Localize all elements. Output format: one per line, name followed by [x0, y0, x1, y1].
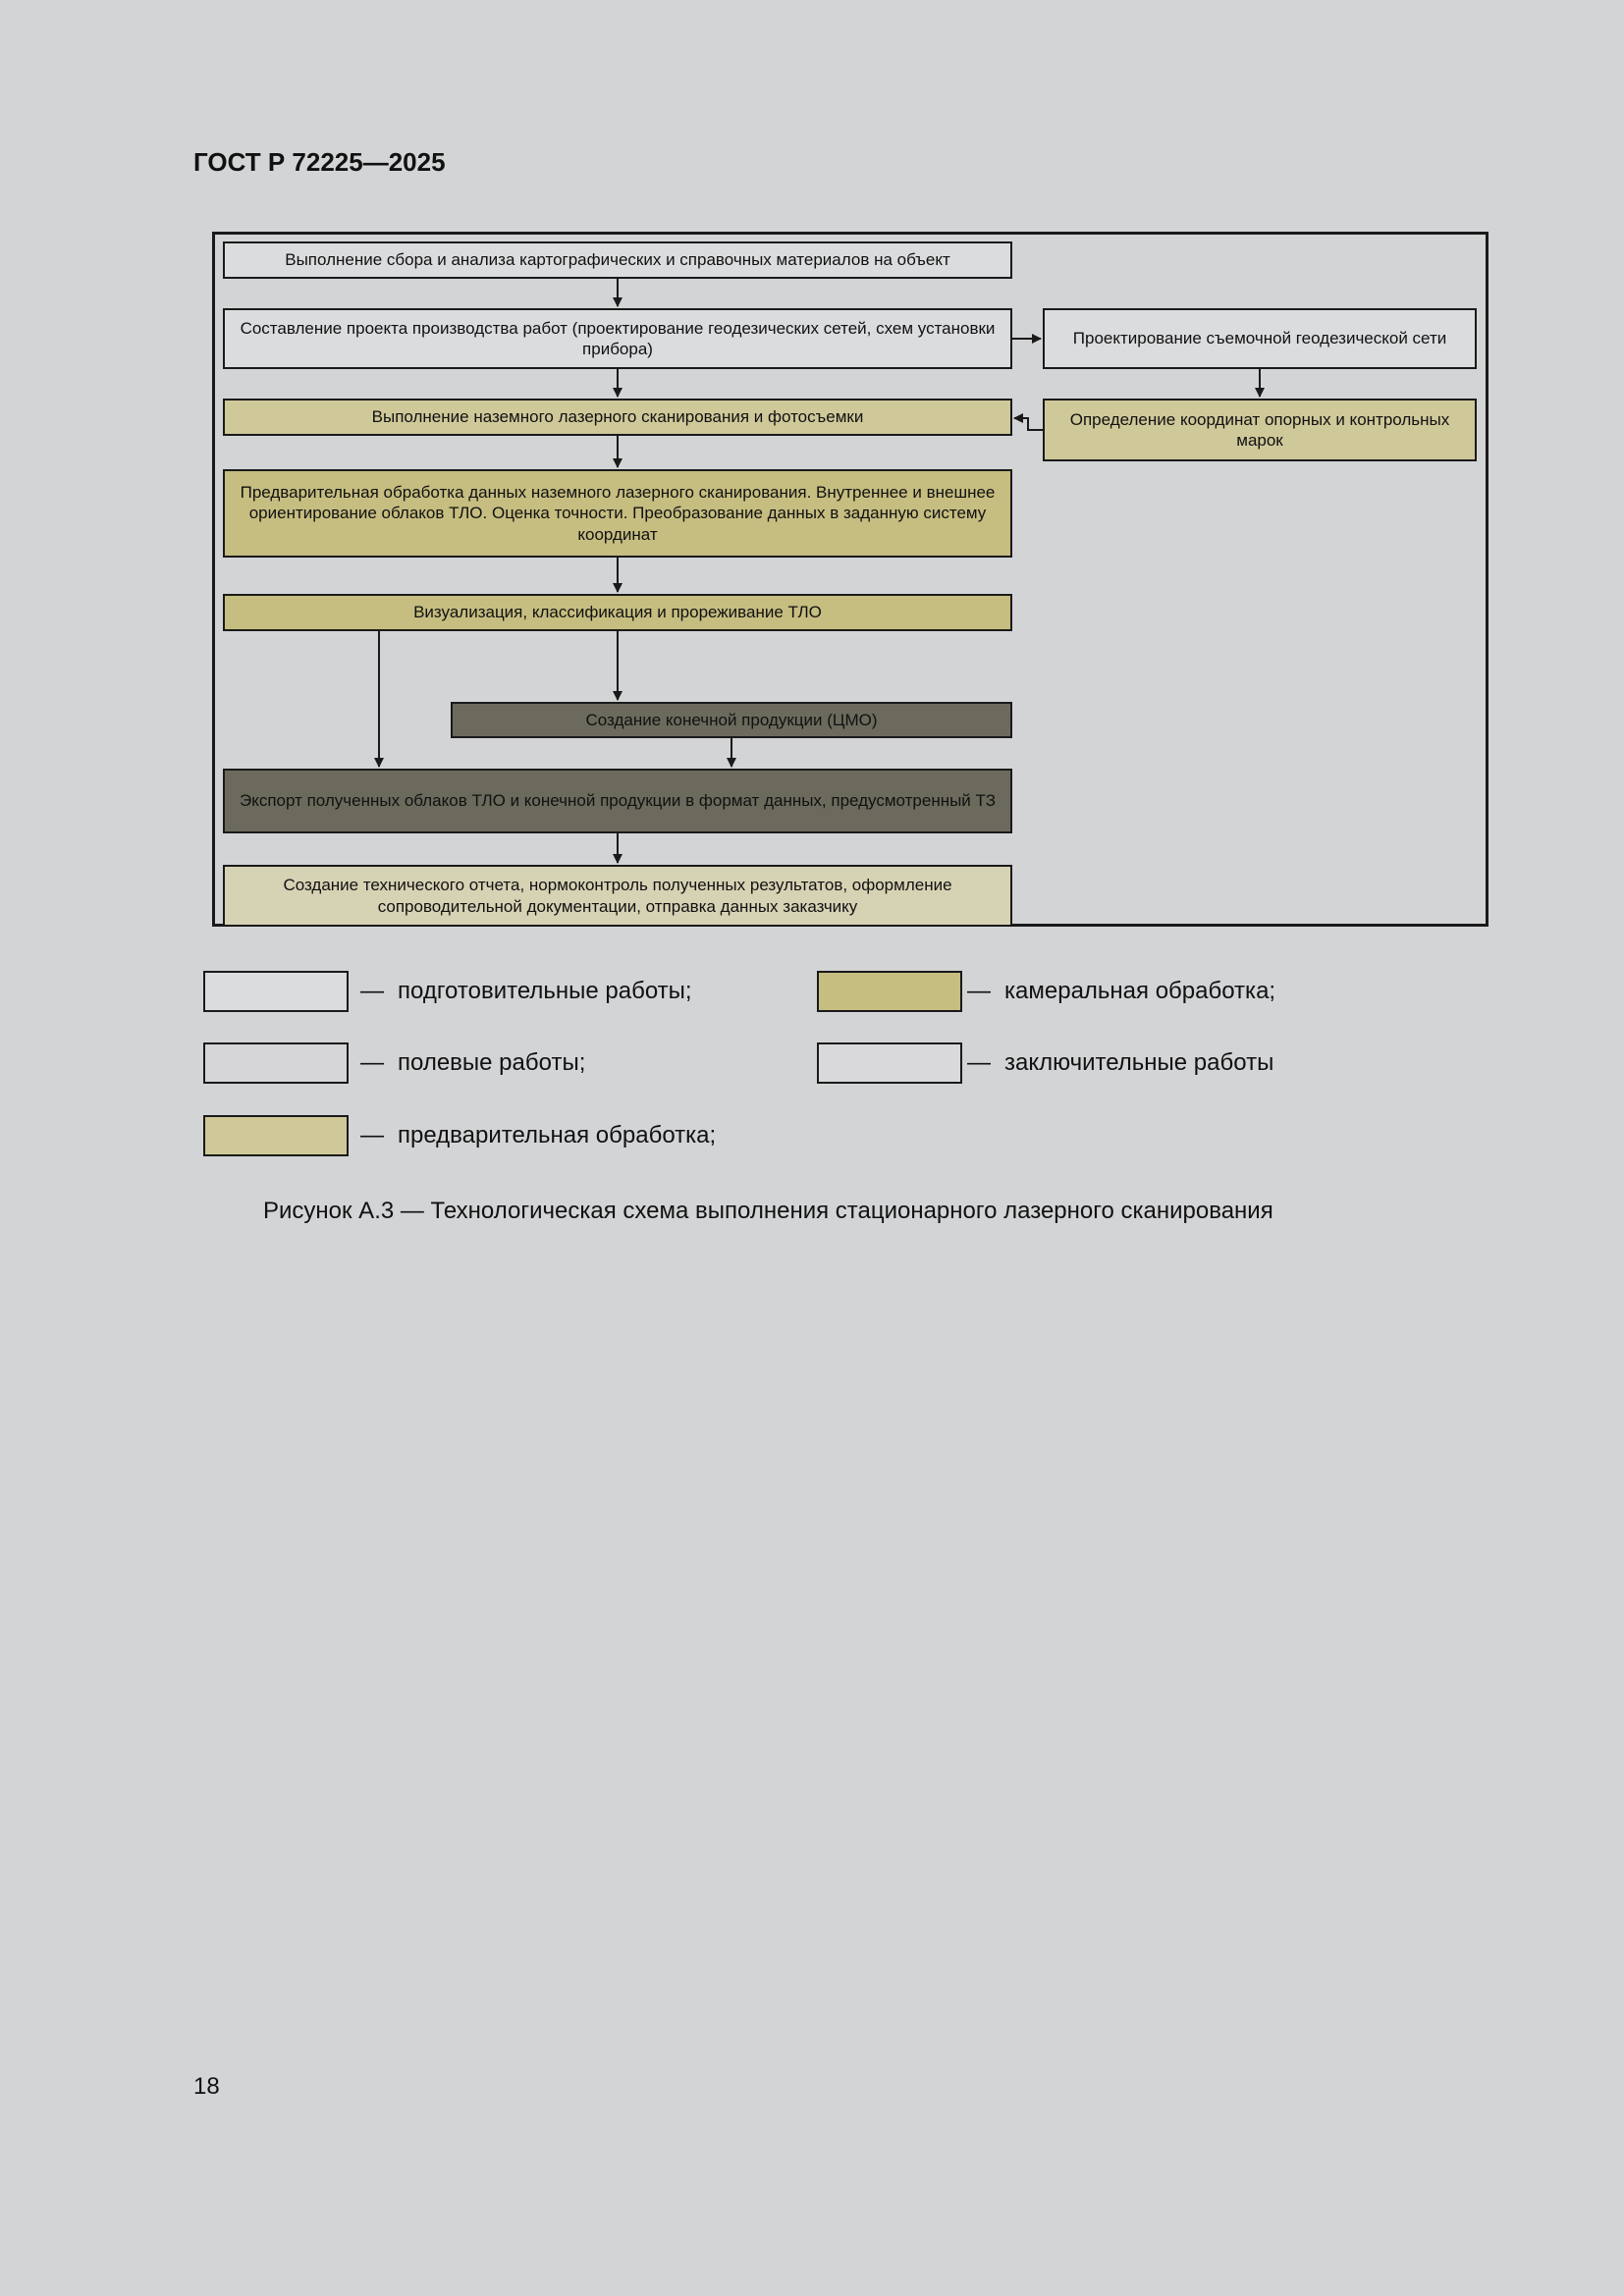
legend-swatch-final	[817, 1042, 962, 1084]
legend-dash: —	[360, 1049, 384, 1076]
legend-swatch-preparatory	[203, 971, 349, 1012]
legend-dash: —	[967, 1049, 991, 1076]
node-collect-materials: Выполнение сбора и анализа картографических и справочных материалов на объект	[223, 241, 1012, 279]
legend-label-field: полевые работы;	[398, 1049, 586, 1076]
node-work-project: Составление проекта производства работ (проектирование геодезических сетей, схем установки прибора)	[223, 308, 1012, 369]
node-marker-coordinates: Определение координат опорных и контрольных марок	[1043, 399, 1477, 461]
legend-swatch-preliminary	[203, 1115, 349, 1156]
node-preprocessing: Предварительная обработка данных наземного лазерного сканирования. Внутреннее и внешнее ориентирование облаков ТЛО. Оценка точности. Преобразование данных в заданную систему координат	[223, 469, 1012, 558]
page-number: 18	[193, 2073, 220, 2100]
node-final-product: Создание конечной продукции (ЦМО)	[451, 702, 1012, 738]
legend-label-cameral: камеральная обработка;	[1004, 978, 1276, 1004]
legend-swatch-field	[203, 1042, 349, 1084]
legend-label-preparatory: подготовительные работы;	[398, 978, 692, 1004]
figure-caption: Рисунок А.3 — Технологическая схема выполнения стационарного лазерного сканирования	[263, 1198, 1273, 1224]
legend-label-final: заключительные работы	[1004, 1049, 1274, 1076]
legend-dash: —	[360, 1122, 384, 1148]
legend-label-preliminary: предварительная обработка;	[398, 1122, 717, 1148]
node-network-design: Проектирование съемочной геодезической сети	[1043, 308, 1477, 369]
node-visualization: Визуализация, классификация и прореживание ТЛО	[223, 594, 1012, 631]
node-laser-scanning: Выполнение наземного лазерного сканирования и фотосъемки	[223, 399, 1012, 436]
legend-dash: —	[360, 978, 384, 1004]
legend-swatch-cameral	[817, 971, 962, 1012]
document-header: ГОСТ Р 72225—2025	[193, 147, 446, 177]
legend-dash: —	[967, 978, 991, 1004]
node-data-export: Экспорт полученных облаков ТЛО и конечной продукции в формат данных, предусмотренный ТЗ	[223, 769, 1012, 833]
node-technical-report: Создание технического отчета, нормоконтроль полученных результатов, оформление сопроводительной документации, отправка данных заказчику	[223, 865, 1012, 927]
